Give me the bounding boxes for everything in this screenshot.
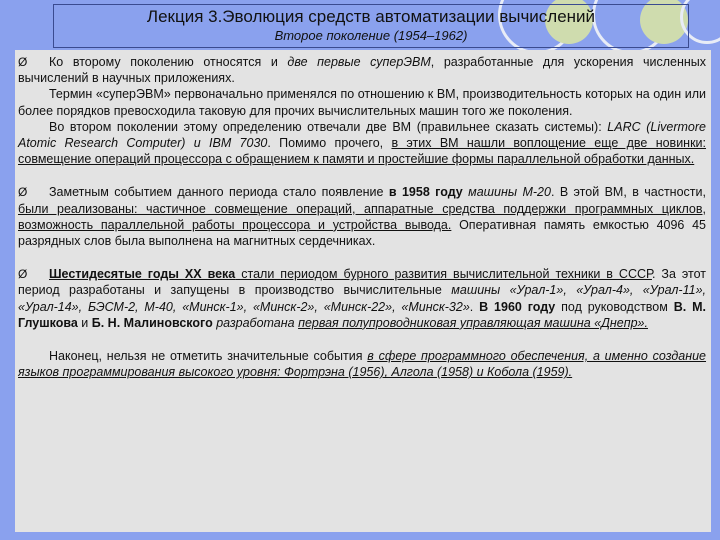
spacer <box>18 331 706 348</box>
arrowhead-bullet-icon: Ø <box>18 185 28 200</box>
spacer <box>18 167 706 184</box>
text-span: Оперативная память емкостью 4096 45 разрядных слов была выполнена на магнитных сердечниках. <box>18 217 706 249</box>
paragraph-3 <box>18 119 706 168</box>
text-span: Шестидесятые годы XX века <box>49 267 236 282</box>
text-span: стали периодом бурного развития вычислительной техники в СССР <box>235 267 652 282</box>
text-span: Б. Н. Малиновского <box>91 315 213 330</box>
paragraph-1 <box>18 54 706 86</box>
text-span: Ко второму поколению относятся и <box>49 55 288 69</box>
text-span: Заметным событием данного периода стало появление <box>49 185 389 200</box>
text-span: В 1960 году <box>479 299 556 314</box>
text-span: под руководством <box>555 299 674 314</box>
text-span: Наконец, нельзя не отметить значительные события <box>49 349 368 364</box>
paragraph-5 <box>18 266 706 331</box>
text-span: . Помимо прочего, <box>267 136 392 151</box>
text-span: Термин «суперЭВМ» первоначально применялся по отношению к ВМ, производительность которых на один или более порядков превосходила таковую для прочих вычислительных машин того же поколения. <box>18 87 706 118</box>
text-span: . <box>469 299 480 314</box>
page-subtitle: Второе поколение (1954–1962) <box>274 28 468 43</box>
text-span: . За этот период разработаны и запущены в производство вычислительные <box>18 267 707 298</box>
text-span: были реализованы: частичное совмещение операций, аппаратные средства поддержки программных циклов, возможность параллельной работы процессора и устройства вывода. <box>18 201 706 232</box>
arrowhead-bullet-icon: Ø <box>18 267 28 282</box>
arrowhead-bullet-icon: Ø <box>18 55 28 69</box>
paragraph-2 <box>18 86 706 118</box>
text-span: первая полупроводниковая управляющая машина «Днепр». <box>298 315 648 330</box>
text-span: в сфере программного обеспечения, а именно создание языков программирования высокого уровня: Фортрэна (1956), Алгола (1958) и Кобола (1959). <box>18 349 707 380</box>
page-title: Лекция 3.Эволюция средств автоматизации вычислений <box>146 7 596 26</box>
spacer <box>18 249 706 266</box>
text-span: и <box>77 315 92 330</box>
content-panel <box>15 50 711 532</box>
text-span: В. М. Глушкова <box>18 299 706 330</box>
text-span: . В этой ВМ, в частности, <box>550 185 706 200</box>
text-span: Во втором поколении этому определению отвечали две ВМ (правильнее сказать системы): <box>49 119 608 134</box>
text-span: две первые суперЭВМ <box>287 55 431 69</box>
title-box <box>53 4 689 48</box>
text-span: в 1958 году <box>388 185 463 200</box>
text-span: машины «Урал-1», «Урал-4», «Урал-11», «Урал-14», БЭСМ-2, М-40, «Минск-1», «Минск-2», «Минск-22», «Минск-32» <box>18 283 706 314</box>
paragraph-4 <box>18 184 706 249</box>
text-span: LARC (Livermore Atomic Research Computer) и IBM 7030 <box>18 119 706 151</box>
text-span: , разработанные для ускорения численных вычислений в научных приложениях. <box>18 55 707 86</box>
paragraph-6 <box>18 348 706 380</box>
text-span: разработана <box>216 315 299 330</box>
text-span: в этих ВМ нашли воплощение еще две новинки: совмещение операций процессора с обращением к памяти и простейшие формы параллельной обработки данных. <box>18 136 707 167</box>
text-span: машины М-20 <box>468 185 551 200</box>
